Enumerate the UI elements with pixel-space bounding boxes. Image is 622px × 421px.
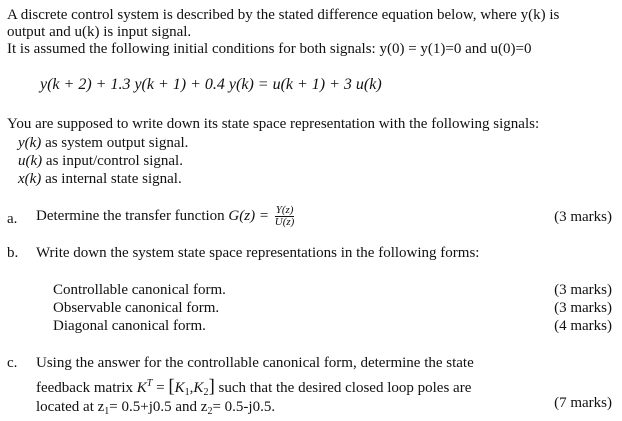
intro-line-3: It is assumed the following initial conditions for both signals: y(0) = y(1)=0 and u(0)=0	[7, 41, 532, 57]
form-controllable-marks: (3 marks)	[554, 282, 612, 298]
question-c-line-1: Using the answer for the controllable canonical form, determine the state	[36, 355, 474, 371]
gain-K2-sub: 2	[203, 387, 209, 398]
question-a-label: a.	[7, 211, 18, 227]
statespace-intro: You are supposed to write down its state space representation with the following signals:	[7, 116, 540, 132]
transfer-function-symbol: G(z) =	[228, 207, 269, 224]
form-diagonal: Diagonal canonical form.	[53, 318, 206, 334]
form-diagonal-marks: (4 marks)	[554, 318, 612, 334]
gain-comma: ,	[189, 380, 194, 396]
fraction-numerator: Y(z)	[275, 204, 294, 216]
transfer-function-fraction	[275, 205, 295, 228]
question-c-marks: (7 marks)	[554, 395, 612, 411]
feedback-transpose: T	[146, 378, 153, 389]
signal-item-state	[18, 170, 182, 188]
difference-equation: y(k + 2) + 1.3 y(k + 1) + 0.4 y(k) = u(k + 1) + 3 u(k)	[40, 76, 382, 93]
feedback-prefix: feedback matrix	[36, 380, 137, 396]
gain-K2: K	[193, 380, 204, 396]
poles-prefix: located at z	[36, 399, 105, 415]
question-c-line-3	[36, 398, 275, 421]
gain-K1-sub: 1	[184, 387, 190, 398]
question-b-text: Write down the system state space representations in the following forms:	[36, 245, 480, 261]
signal-desc: as internal state signal.	[41, 171, 182, 187]
signal-item-output	[18, 134, 188, 152]
form-observable-marks: (3 marks)	[554, 300, 612, 316]
signal-desc: as system output signal.	[41, 135, 189, 151]
pole-2-sub: 2	[207, 406, 213, 417]
form-controllable: Controllable canonical form.	[53, 282, 226, 298]
feedback-suffix: such that the desired closed loop poles are	[214, 380, 472, 396]
question-a-prompt: Determine the transfer function	[36, 207, 229, 224]
signal-desc: as input/control signal.	[42, 153, 183, 169]
left-bracket: [	[168, 376, 175, 397]
form-observable: Observable canonical form.	[53, 300, 220, 316]
feedback-K: K	[136, 380, 147, 396]
intro-line-1: A discrete control system is described by the stated difference equation below, where y(k) is	[7, 7, 560, 23]
fraction-denominator: U(z)	[274, 216, 295, 228]
signal-symbol: y(k)	[18, 135, 42, 151]
right-bracket: ]	[208, 376, 215, 397]
pole-2-value: = 0.5-j0.5.	[212, 399, 276, 415]
feedback-equals: =	[152, 380, 169, 396]
pole-1-value: = 0.5+j0.5 and z	[109, 399, 208, 415]
gain-K1: K	[174, 380, 185, 396]
signal-symbol: u(k)	[18, 153, 43, 169]
question-a-marks: (3 marks)	[554, 209, 612, 225]
question-c-label: c.	[7, 355, 18, 371]
question-a-text	[36, 205, 294, 228]
signal-item-input	[18, 152, 183, 170]
pole-1-sub: 1	[104, 406, 110, 417]
question-b-label: b.	[7, 245, 19, 261]
intro-line-2: output and u(k) is input signal.	[7, 24, 192, 40]
signal-symbol: x(k)	[18, 171, 42, 187]
